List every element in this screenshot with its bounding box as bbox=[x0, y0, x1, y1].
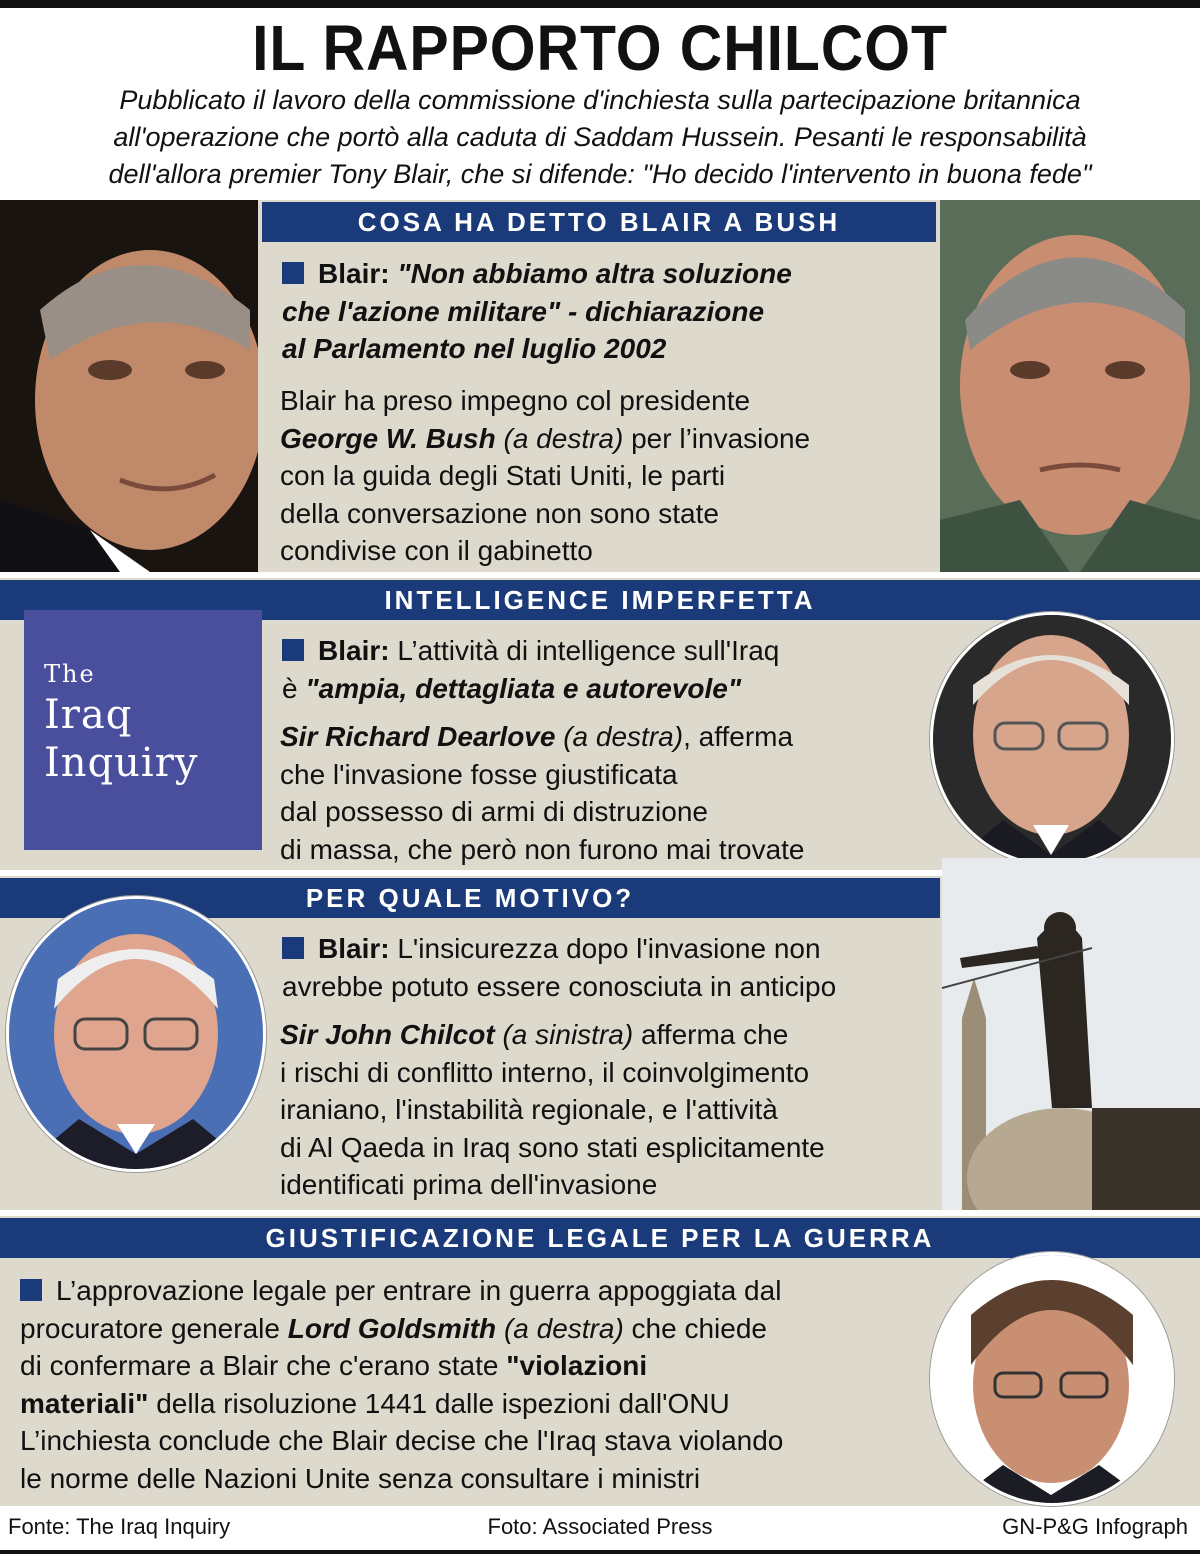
section-heading: COSA HA DETTO BLAIR A BUSH bbox=[262, 202, 936, 242]
bullet-square-icon bbox=[282, 639, 304, 661]
section1-body bbox=[280, 382, 936, 570]
body-line: della risoluzione 1441 dalle ispezioni dall'ONU bbox=[148, 1387, 730, 1419]
body-line: identificati prima dell'invasione bbox=[280, 1169, 658, 1200]
photo-george-bush bbox=[940, 200, 1200, 572]
body-line: le norme delle Nazioni Unite senza consultare i ministri bbox=[20, 1462, 701, 1494]
subtitle-line: all'operazione che portò alla caduta di Saddam Hussein. Pesanti le responsabilità bbox=[113, 122, 1087, 152]
quote-line: L’attività di intelligence sull'Iraq bbox=[389, 635, 780, 666]
body-line: iraniano, l'instabilità regionale, e l'attività bbox=[280, 1094, 778, 1125]
iraq-inquiry-logo bbox=[24, 610, 262, 850]
quote-line: avrebbe potuto essere conosciuta in anticipo bbox=[282, 970, 837, 1002]
quote-line: al Parlamento nel luglio 2002 bbox=[282, 333, 667, 364]
position-note: (a destra) bbox=[503, 1312, 624, 1344]
body-line: i rischi di conflitto interno, il coinvolgimento bbox=[280, 1056, 810, 1088]
photo-tony-blair bbox=[0, 200, 258, 572]
person-name: Lord Goldsmith bbox=[287, 1312, 497, 1344]
section3-quote bbox=[282, 930, 942, 1005]
bottom-rule bbox=[0, 1550, 1200, 1554]
photo-richard-dearlove bbox=[930, 612, 1174, 866]
quote-line: "Non abbiamo altra soluzione bbox=[397, 258, 792, 289]
footer-source: Fonte: The Iraq Inquiry bbox=[8, 1514, 231, 1539]
logo-text: Iraq bbox=[44, 692, 133, 738]
quote-line: è bbox=[282, 672, 306, 704]
section2-body bbox=[280, 718, 930, 868]
subtitle-line: dell'allora premier Tony Blair, che si difende: "Ho decido l'intervento in buona fede" bbox=[108, 159, 1092, 189]
photo-lord-goldsmith bbox=[930, 1252, 1174, 1506]
body-line: procuratore generale bbox=[20, 1312, 288, 1344]
section2-quote bbox=[282, 632, 932, 707]
body-line: di confermare a Blair che c'erano state bbox=[20, 1350, 507, 1381]
bullet-square-icon bbox=[20, 1279, 42, 1301]
body-line: di Al Qaeda in Iraq sono stati esplicitamente bbox=[280, 1131, 825, 1163]
quote-line: che l'azione militare" - dichiarazione bbox=[282, 295, 765, 327]
top-rule bbox=[0, 0, 1200, 8]
quote-text: "ampia, dettagliata e autorevole" bbox=[305, 672, 742, 704]
body-line: con la guida degli Stati Uniti, le parti bbox=[280, 460, 726, 491]
speaker-label: Blair: bbox=[318, 933, 390, 964]
body-line: condivise con il gabinetto bbox=[280, 535, 593, 566]
body-line: , afferma bbox=[683, 721, 794, 752]
section-heading: GIUSTIFICAZIONE LEGALE PER LA GUERRA bbox=[0, 1218, 1200, 1258]
bullet-square-icon bbox=[282, 262, 304, 284]
photo-john-chilcot bbox=[6, 896, 266, 1172]
person-name: George W. Bush bbox=[280, 422, 496, 454]
body-line: di massa, che però non furono mai trovate bbox=[280, 833, 805, 865]
speaker-label: Blair: bbox=[318, 635, 390, 666]
bold-term: materiali" bbox=[20, 1387, 149, 1419]
position-note: (a destra) bbox=[563, 721, 684, 752]
position-note: (a destra) bbox=[503, 422, 624, 454]
body-line: L’inchiesta conclude che Blair decise che l'Iraq stava violando bbox=[20, 1425, 784, 1456]
body-line: afferma che bbox=[633, 1019, 789, 1050]
footer-photo-credit: Foto: Associated Press bbox=[487, 1514, 713, 1539]
page-subtitle bbox=[20, 82, 1180, 193]
footer-agency-credit: GN-P&G Infograph bbox=[1002, 1514, 1188, 1539]
bullet-square-icon bbox=[282, 937, 304, 959]
photo-saddam-statue bbox=[942, 858, 1200, 1210]
bold-term: "violazioni bbox=[506, 1350, 648, 1381]
body-line: dal possesso di armi di distruzione bbox=[280, 796, 708, 827]
speaker-label: Blair: bbox=[318, 258, 390, 289]
section3-body bbox=[280, 1016, 940, 1204]
body-line: che l'invasione fosse giustificata bbox=[280, 758, 678, 790]
section4-body bbox=[20, 1272, 940, 1497]
person-name: Sir John Chilcot bbox=[280, 1019, 495, 1050]
section-heading: INTELLIGENCE IMPERFETTA bbox=[0, 580, 1200, 620]
section-heading: PER QUALE MOTIVO? bbox=[0, 878, 940, 918]
body-line: che chiede bbox=[623, 1312, 767, 1344]
body-line: per l’invasione bbox=[623, 422, 811, 454]
body-line: L’approvazione legale per entrare in guerra appoggiata dal bbox=[56, 1275, 782, 1306]
page-title: IL RAPPORTO CHILCOT bbox=[252, 12, 948, 84]
position-note: (a sinistra) bbox=[502, 1019, 634, 1050]
person-name: Sir Richard Dearlove bbox=[280, 721, 556, 752]
body-line: Blair ha preso impegno col presidente bbox=[280, 385, 751, 416]
blair-quote-1 bbox=[282, 255, 932, 368]
subtitle-line: Pubblicato il lavoro della commissione d'inchiesta sulla partecipazione britannica bbox=[119, 85, 1081, 115]
logo-text: The bbox=[44, 660, 96, 688]
quote-line: L'insicurezza dopo l'invasione non bbox=[389, 933, 821, 964]
logo-text: Inquiry bbox=[44, 740, 199, 786]
body-line: della conversazione non sono state bbox=[280, 497, 719, 529]
